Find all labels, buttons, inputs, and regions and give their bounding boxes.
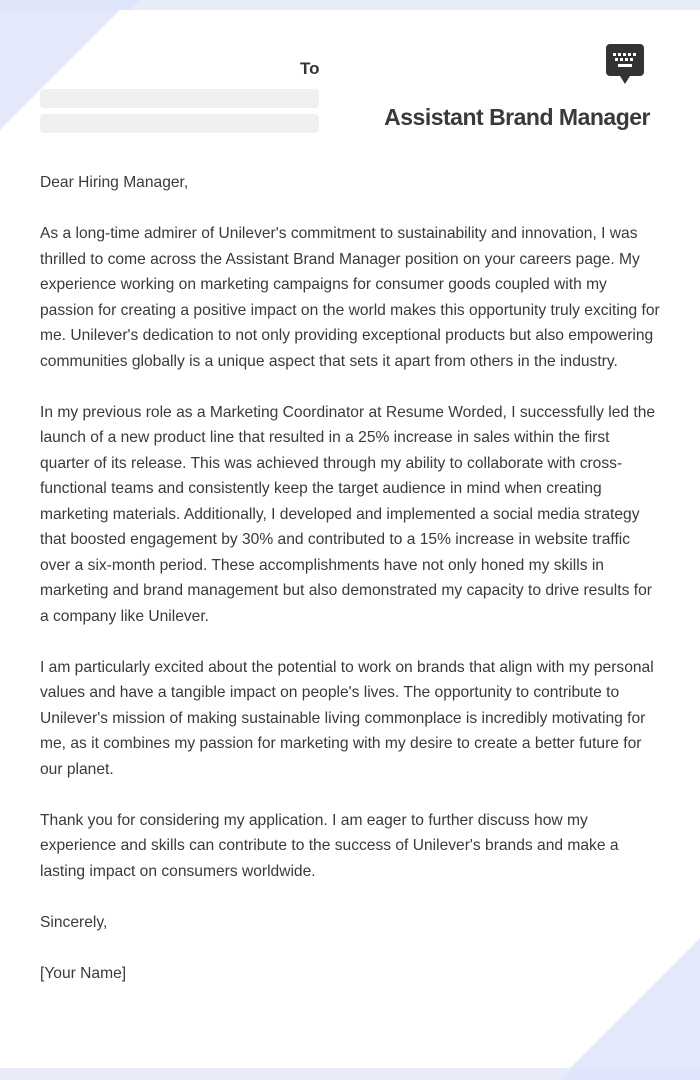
keyboard-chat-icon [606, 44, 644, 84]
letter-page [0, 10, 700, 1068]
paragraph-experience: In my previous role as a Marketing Coordinator at Resume Worded, I successfully led the launch of a new product line that resulted in a 25% increase in sales within the first quarter of its release. This was achieved through my ability to collaborate with cross-functional teams and consistently keep the target audience in mind when creating marketing materials. Additionally, I developed and implemented a social media strategy that boosted engagement by 30% and contributed to a 15% increase in website traffic over a six-month period. These accomplishments have not only honed my skills in marketing and brand management but also demonstrated my capacity to drive results for a company like Unilever. [40, 403, 656, 625]
letter-body [40, 170, 662, 1012]
recipient-placeholder-line-2 [40, 114, 319, 133]
job-title: Assistant Brand Manager [384, 104, 650, 130]
closing: Sincerely, [40, 913, 108, 931]
paragraph-intro: As a long-time admirer of Unilever's commitment to sustainability and innovation, I was thrilled to come across the Assistant Brand Manager position on your careers page. My experience working on marketing campaigns for consumer goods coupled with my passion for creating a positive impact on the world makes this opportunity truly exciting for me. Unilever's dedication to not only providing exceptional products but also empowering communities globally is a unique aspect that sets it apart from others in the industry. [40, 225, 660, 370]
paragraph-motivation: I am particularly excited about the potential to work on brands that align with my personal values and have a tangible impact on people's lives. The opportunity to contribute to Unilever's mission of making sustainable living commonplace is incredibly motivating for me, as it combines my passion for marketing with my desire to create a better future for our planet. [40, 658, 654, 778]
to-label: To [300, 59, 320, 78]
salutation: Dear Hiring Manager, [40, 174, 189, 191]
recipient-placeholder-line-1 [40, 89, 319, 108]
paragraph-thanks: Thank you for considering my application. I am eager to further discuss how my experience and skills can contribute to the success of Unilever's brands and make a lasting impact on consumers worldwide. [40, 811, 619, 880]
signature: [Your Name] [40, 964, 127, 982]
decorative-triangle-top-left [0, 10, 120, 130]
